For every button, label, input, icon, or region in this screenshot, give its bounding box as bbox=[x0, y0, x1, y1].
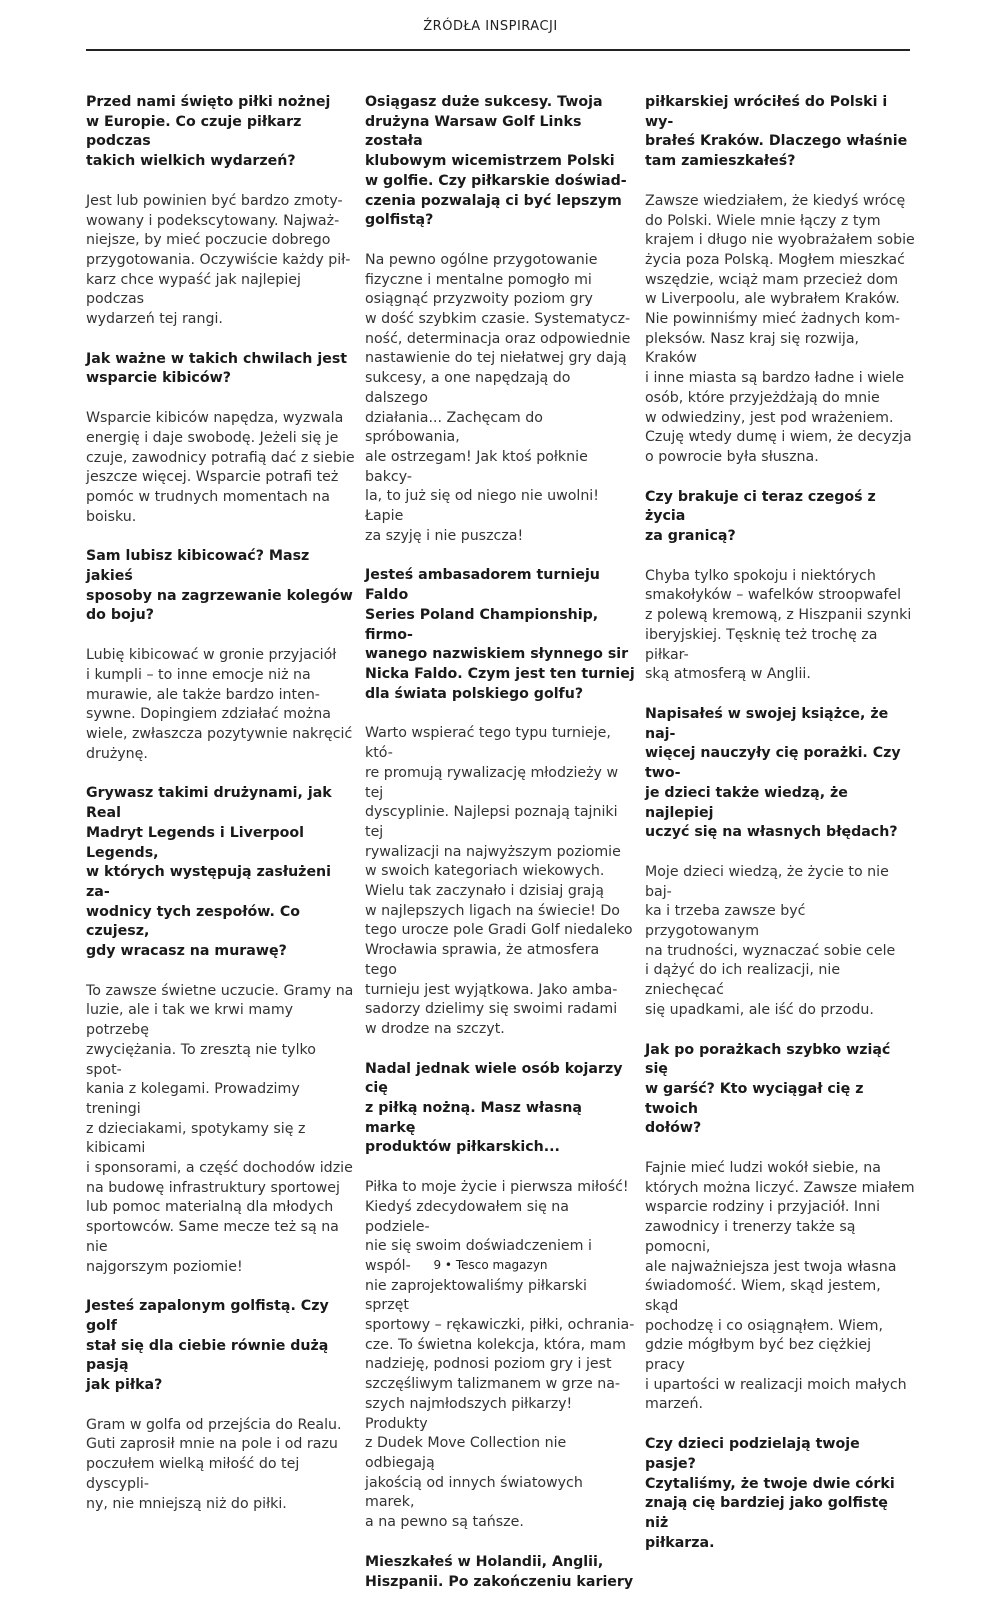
section-title: ŹRÓDŁA INSPIRACJI bbox=[423, 19, 558, 34]
header-divider bbox=[86, 49, 910, 51]
question: Nadal jednak wiele osób kojarzy cię z piłką nożną. Masz własną markę produktów piłkarskich... bbox=[365, 1060, 623, 1156]
answer: Fajnie mieć ludzi wokół siebie, na których można liczyć. Zawsze miałem wsparcie rodziny i przyjaciół. Inni zawodnicy i trenerzy także są pomocni, ale najważniejsza jest twoja własna świadomość. Wiem, skąd jestem, skąd pochodzę i co osiągnąłem. Wiem, gdzie mógłbym być bez ciężkiej pracy i upartości w realizacji moich małych marzeń. bbox=[645, 1160, 915, 1413]
answer: Zawsze wiedziałem, że kiedyś wrócę do Polski. Wiele mnie łączy z tym krajem i długo nie wyobrażałem sobie życia poza Polską. Mogłem mieszkać wszędzie, wciąż mam przecież dom w Liverpoolu, ale wybrałem Kraków. Nie powinniśmy mieć żadnych kom- pleksów. Nasz kraj się rozwija, Kraków i inne miasta są bardzo ładne i wiele osób, które przyjeżdżają do mnie w odwiedziny, jest pod wrażeniem. Czuję wtedy dumę i wiem, że decyzja o powrocie była słuszna. bbox=[645, 192, 915, 465]
column-3 bbox=[645, 93, 915, 1573]
question: Jesteś zapalonym golfistą. Czy golf stał się dla ciebie równie dużą pasją jak piłka? bbox=[86, 1298, 329, 1394]
page-number: 9 bbox=[433, 1258, 442, 1272]
column-2 bbox=[365, 93, 635, 1612]
question: Czy dzieci podzielają twoje pasje? Czytaliśmy, że twoje dwie córki znają cię bardziej jako golfistę niż piłkarza. bbox=[645, 1436, 895, 1551]
question: Mieszkałeś w Holandii, Anglii, Hiszpanii. Po zakończeniu kariery bbox=[365, 1553, 634, 1590]
answer: Moje dzieci wiedzą, że życie to nie baj- ka i trzeba zawsze być przygotowanym na trudności, wyznaczać sobie cele i dążyć do ich realizacji, nie zniechęcać się upadkami, ale iść do przodu. bbox=[645, 863, 896, 1018]
question: Jesteś ambasadorem turnieju Faldo Series Poland Championship, firmo- wanego nazwiskiem słynnego sir Nicka Faldo. Czym jest ten turniej dla świata polskiego golfu? bbox=[365, 567, 635, 702]
page-footer bbox=[0, 1258, 981, 1272]
question: Sam lubisz kibicować? Masz jakieś sposoby na zagrzewanie kolegów do boju? bbox=[86, 548, 353, 624]
answer: To zawsze świetne uczucie. Gramy na luzie, ale i tak we krwi mamy potrzebę zwyciężania. To zresztą nie tylko spot- kania z kolegami. Prowadzimy treningi z dzieciakami, spotykamy się z kibicami i sponsorami, a część dochodów idzie na budowę infrastruktury sportowej lub pomoc materialną dla młodych sportowców. Same mecze też są na nie najgorszym poziomie! bbox=[86, 982, 354, 1275]
answer: Na pewno ogólne przygotowanie fizyczne i mentalne pomogło mi osiągnąć przyzwoity poziom gry w dość szybkim czasie. Systematycz- ność, determinacja oraz odpowiednie nastawienie do tej niełatwej gry dają sukcesy, a one napędzają do dalszego działania... Zachęcam do spróbowania, ale ostrzegam! Jak ktoś połknie bakcy- la, to już się od niego nie uwolni! Łapie za szyję i nie puszcza! bbox=[365, 251, 631, 544]
answer: Chyba tylko spokoju i niektórych smakołyków – wafelków stroopwafel z polewą kremową, z Hiszpanii szynki iberyjskiej. Tęsknię też trochę za piłkar- ską atmosferą w Anglii. bbox=[645, 567, 912, 683]
question: Grywasz takimi drużynami, jak Real Madryt Legends i Liverpool Legends, w których występują zasłużeni za- wodnicy tych zespołów. Co czujesz, gdy wracasz na murawę? bbox=[86, 785, 332, 960]
footer-separator: • bbox=[444, 1258, 452, 1272]
answer: Gram w golfa od przejścia do Realu. Guti zaprosił mnie na pole i od razu poczułem wielką miłość do tej dyscypli- ny, nie mniejszą niż do piłki. bbox=[86, 1416, 342, 1512]
question: Przed nami święto piłki nożnej w Europie. Co czuje piłkarz podczas takich wielkich wydarzeń? bbox=[86, 94, 331, 170]
question: Jak po porażkach szybko wziąć się w garść? Kto wyciągał cię z twoich dołów? bbox=[645, 1041, 891, 1137]
question: Czy brakuje ci teraz czegoś z życia za granicą? bbox=[645, 488, 876, 545]
question: Jak ważne w takich chwilach jest wsparcie kibiców? bbox=[86, 350, 348, 387]
answer: Wsparcie kibiców napędza, wyzwala energię i daje swobodę. Jeżeli się je czuje, zawodnicy potrafią dać z siebie jeszcze więcej. Wsparcie potrafi też pomóc w trudnych momentach na boisku. bbox=[86, 410, 355, 525]
answer: Warto wspierać tego typu turnieje, któ- re promują rywalizację młodzieży w tej dyscyplinie. Najlepsi poznają tajniki tej rywalizacji na najwyższym poziomie w swoich kategoriach wiekowych. Wielu tak zaczynało i dzisiaj grają w najlepszych ligach na świecie! Do tego urocze pole Gradi Golf niedaleko Wrocławia sprawia, że atmosfera tego turnieju jest wyjątkowa. Jako amba- sadorzy dzielimy się swoimi radami w drodze na szczyt. bbox=[365, 725, 633, 1037]
question: Napisałeś w swojej książce, że naj- więcej nauczyły cię porażki. Czy two- je dzieci także wiedzą, że najlepiej uczyć się na własnych błędach? bbox=[645, 705, 901, 841]
column-1 bbox=[86, 93, 356, 1534]
question: Osiągasz duże sukcesy. Twoja drużyna Warsaw Golf Links została klubowym wicemistrzem Polski w golfie. Czy piłkarskie doświad- czenia pozwalają ci być lepszym golfistą? bbox=[365, 94, 627, 229]
answer: Piłka to moje życie i pierwsza miłość! Kiedyś zdecydowałem się na podziele- nie się swoim doświadczeniem i wspól- nie zaprojektowaliśmy piłkarski sprzęt sportowy – rękawiczki, piłki, ochrania- cze. To świetna kolekcja, która, mam nadzieję, podnosi poziom gry i jest szczęśliwym talizmanem w grze na- szych najmłodszych piłkarzy! Produkty z Dudek Move Collection nie odbiegają jakością od innych światowych marek, a na pewno są tańsze. bbox=[365, 1179, 635, 1531]
magazine-name: Tesco magazyn bbox=[455, 1258, 548, 1272]
answer: Jest lub powinien być bardzo zmoty- wowany i podekscytowany. Najważ- niejsze, by mieć poczucie dobrego przygotowania. Oczywiście każdy pił- karz chce wypaść jak najlepiej podczas wydarzeń tej rangi. bbox=[86, 192, 351, 328]
question: piłkarskiej wróciłeś do Polski i wy- brałeś Kraków. Dlaczego właśnie tam zamieszkałeś? bbox=[645, 94, 908, 170]
answer: Lubię kibicować w gronie przyjaciół i kumpli – to inne emocje niż na murawie, ale także bardzo inten- sywne. Dopingiem zdziałać można wiele, zwłaszcza pozytywnie nakręcić drużynę. bbox=[86, 647, 353, 762]
